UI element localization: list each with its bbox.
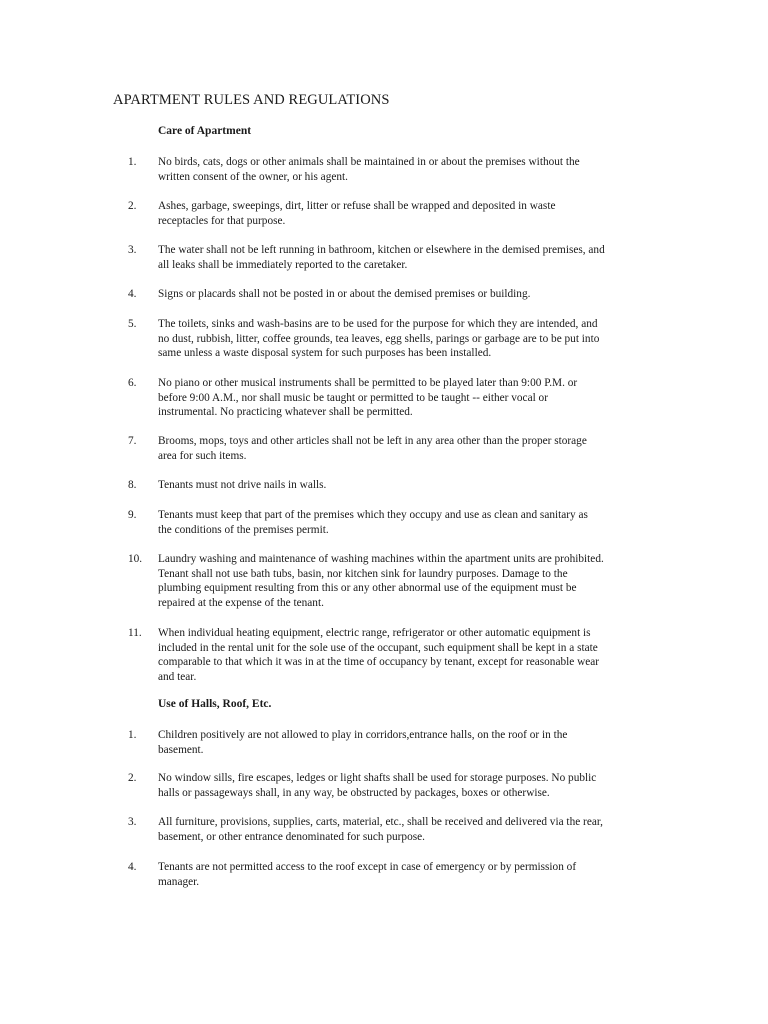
rule-number: 4. bbox=[128, 861, 137, 873]
rule-number: 2. bbox=[128, 772, 137, 784]
rule-number: 1. bbox=[128, 156, 137, 168]
rule-text: Tenants must keep that part of the premises which they occupy and use as clean and sanitary as the conditions of the premises permit. bbox=[158, 509, 588, 536]
rule-number: 4. bbox=[128, 288, 137, 300]
document-title: APARTMENT RULES AND REGULATIONS bbox=[113, 92, 390, 108]
rule-number: 11. bbox=[128, 627, 142, 639]
rule-number: 1. bbox=[128, 729, 137, 741]
section-heading-care-of-apartment: Care of Apartment bbox=[158, 125, 252, 137]
rule-number: 2. bbox=[128, 200, 137, 212]
rule-text: When individual heating equipment, electric range, refrigerator or other automatic equipment is included in the rental unit for the sole use of the occupant, such equipment shall be kept in a state comparable to that which it was in at the time of occupancy by tenant, except for reasonable wear and tear. bbox=[158, 627, 600, 683]
rule-number: 10. bbox=[128, 553, 143, 565]
rule-text: Laundry washing and maintenance of washing machines within the apartment units are prohibited. Tenant shall not use bath tubs, basin, nor kitchen sink for laundry purposes. Damage to the plumbing equipment resulting from this or any other abnormal use of the equipment must be repaired at the expense of the tenant. bbox=[158, 553, 604, 609]
rule-text: Children positively are not allowed to play in corridors,entrance halls, on the roof or in the basement. bbox=[158, 729, 568, 756]
rule-text: No birds, cats, dogs or other animals shall be maintained in or about the premises without the written consent of the owner, or his agent. bbox=[158, 156, 580, 183]
rule-number: 7. bbox=[128, 435, 137, 447]
rule-number: 6. bbox=[128, 377, 137, 389]
rule-text: No piano or other musical instruments shall be permitted to be played later than 9:00 P.M. or before 9:00 A.M., nor shall music be taught or permitted to be taught -- either vocal or instrumental. No practicing whatever shall be permitted. bbox=[158, 377, 578, 419]
rule-text: Signs or placards shall not be posted in or about the demised premises or building. bbox=[158, 288, 531, 300]
rule-number: 8. bbox=[128, 479, 137, 491]
rule-text: Brooms, mops, toys and other articles shall not be left in any area other than the proper storage area for such items. bbox=[158, 435, 587, 462]
rule-number: 9. bbox=[128, 509, 137, 521]
rule-text: All furniture, provisions, supplies, carts, material, etc., shall be received and delivered via the rear, basement, or other entrance denominated for such purpose. bbox=[158, 816, 603, 843]
section-heading-use-of-halls: Use of Halls, Roof, Etc. bbox=[158, 698, 272, 710]
rule-text: No window sills, fire escapes, ledges or light shafts shall be used for storage purposes. No public halls or passageways shall, in any way, be obstructed by packages, boxes or otherwise. bbox=[158, 772, 597, 799]
rule-text: Ashes, garbage, sweepings, dirt, litter or refuse shall be wrapped and deposited in waste receptacles for that purpose. bbox=[158, 200, 556, 227]
rule-text: The water shall not be left running in bathroom, kitchen or elsewhere in the demised premises, and all leaks shall be immediately reported to the caretaker. bbox=[158, 244, 605, 271]
rule-number: 3. bbox=[128, 244, 137, 256]
rule-text: Tenants must not drive nails in walls. bbox=[158, 479, 327, 491]
rule-text: The toilets, sinks and wash-basins are to be used for the purpose for which they are intended, and no dust, rubbish, litter, coffee grounds, tea leaves, egg shells, parings or garbage are to be put into same unless a waste disposal system for such purposes has been installed. bbox=[158, 318, 600, 360]
rule-text: Tenants are not permitted access to the roof except in case of emergency or by permission of manager. bbox=[158, 861, 577, 888]
rule-number: 5. bbox=[128, 318, 137, 330]
rule-number: 3. bbox=[128, 816, 137, 828]
